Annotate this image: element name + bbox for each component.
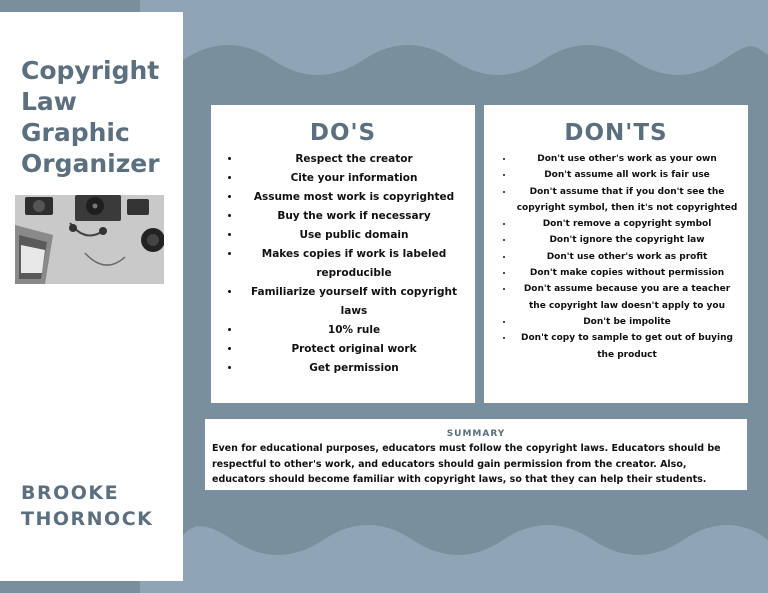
summary-heading: SUMMARY — [446, 429, 506, 439]
list-item: • Cite your information — [241, 169, 465, 188]
page-title — [21, 55, 181, 179]
donts-list — [484, 151, 748, 363]
list-item: • Don't ignore the copyright law — [514, 232, 738, 248]
list-item: • Don't assume all work is fair use — [514, 167, 738, 183]
author-name — [21, 480, 181, 532]
dos-card — [211, 105, 475, 403]
list-item: • Don't use other's work as your own — [514, 151, 738, 167]
bottom-accent-bar — [0, 581, 140, 593]
list-item: • 10% rule — [241, 321, 465, 340]
donts-card — [484, 105, 748, 403]
list-item: • Get permission — [241, 359, 465, 378]
list-item: • Don't copy to sample to get out of buying the product — [514, 330, 738, 363]
top-accent-bar — [0, 0, 140, 12]
author-line: BROOKE — [21, 482, 120, 504]
desk-photo-illustration — [15, 195, 164, 284]
list-item: • Protect original work — [241, 340, 465, 359]
list-item: • Use public domain — [241, 226, 465, 245]
list-item: • Don't make copies without permission — [514, 265, 738, 281]
list-item: • Don't be impolite — [514, 314, 738, 330]
summary-box — [205, 419, 747, 490]
title-line: Organizer — [21, 149, 160, 178]
title-line: Copyright — [21, 56, 160, 85]
list-item: • Don't assume that if you don't see the copyright symbol, then it's not copyrighted — [514, 184, 738, 217]
dos-list — [211, 150, 475, 378]
list-item: • Familiarize yourself with copyright laws — [241, 283, 465, 321]
list-item: • Buy the work if necessary — [241, 207, 465, 226]
list-item: • Respect the creator — [241, 150, 465, 169]
list-item: • Makes copies if work is labeled reproducible — [241, 245, 465, 283]
list-item: • Don't remove a copyright symbol — [514, 216, 738, 232]
list-item: • Don't assume because you are a teacher the copyright law doesn't apply to you — [514, 281, 738, 314]
donts-heading: DON'TS — [564, 120, 668, 146]
title-line: Graphic — [21, 118, 130, 147]
summary-text: Even for educational purposes, educators must follow the copyright laws. Educators should be respectful to other's work, and educators should gain permission from the creator. Also, educators should become familiar with copyright laws, so that they can help their students. — [212, 443, 721, 485]
title-line: Law — [21, 87, 77, 116]
dos-heading: DO'S — [309, 120, 377, 146]
list-item: • Assume most work is copyrighted — [241, 188, 465, 207]
desk-photo — [15, 195, 164, 284]
author-line: THORNOCK — [21, 508, 154, 530]
list-item: • Don't use other's work as profit — [514, 249, 738, 265]
